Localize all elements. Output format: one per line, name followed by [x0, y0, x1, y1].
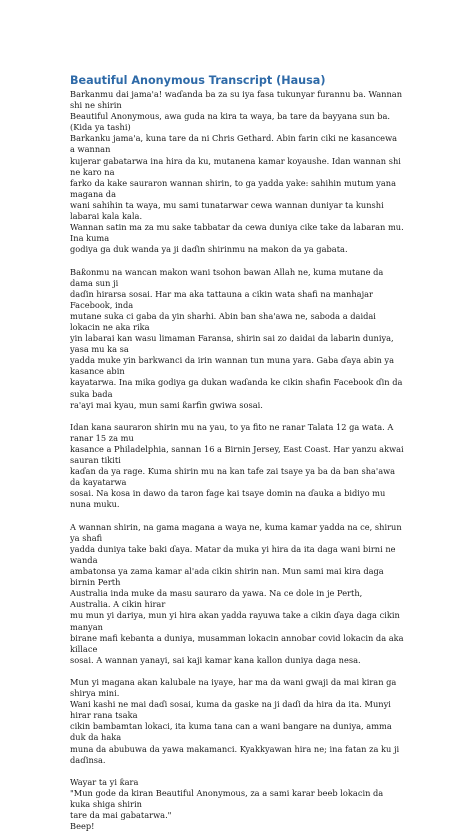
paragraph-phone-ring: Wayar ta yi ƙara "Mun gode da kiran Beautiful Anonymous, za a sami karar beeb lokacin da kuka shiga shirin tare da mai gabatarwa." Beep! — [70, 776, 384, 832]
document-title: Beautiful Anonymous Transcript (Hausa) — [70, 74, 326, 87]
paragraph-conversation: Mun yi magana akan kalubale na iyaye, har ma da wani gwaji da mai kiran ga shirya mini. Wani kashi ne mai daɗi sosai, kuma da gaske na ji daɗi da hira da ita. Munyi hirar rana tsaka cikin bambamtan lokaci, ita kuma tana can a wani bangare na duniya, amma duk da haka muna da abubuwa da yawa makamanci. Kyakkyawan hira ne; ina fatan za ku ji daɗinsa. — [70, 676, 400, 765]
paragraph-guest: Baƙonmu na wancan makon wani tsohon bawan Allah ne, kuma mutane da dama sun ji daɗin hirarsa sosai. Har ma aka tattauna a cikin wata shafi na manhajar Facebook, inda mutane suka ci gaba da yin sharhi. Abin ban sha'awa ne, saboda a daidai lokacin ne aka rika yin labarai kan wasu limaman Faransa, shirin sai zo daidai da labarin duniya, yasa mu ka sa yadda muke yin barkwanci da irin wannan tun muna yara. Gaba ɗaya abin ya kasance abin kayatarwa. Ina mika godiya ga dukan waɗanda ke cikin shafin Facebook ɗin da suka bada ra'ayi mai kyau, mun sami ƙarfin gwiwa sosai. — [70, 266, 403, 410]
paragraph-intro: Barkanmu dai jama'a! waɗanda ba za su iya fasa tukunyar furannu ba. Wannan shi ne shirin Beautiful Anonymous, awa guda na kira ta waya, ba tare da bayyana sun ba. (Kida ya tashi) Barkanku jama'a, kuna tare da ni Chris Gethard. Abin farin ciki ne kasancewa a wannan kujerar gabatarwa ina hira da ku, mutanena kamar koyaushe. Idan wannan shi ne karo na farko da kake sauraron wannan shirin, to ga yadda yake: sahihin mutum yana magana da wani sahihin ta waya, mu sami tunatarwar cewa wannan duniyar ta kunshi labarai kala kala. Wannan satin ma za mu sake tabbatar da cewa duniya cike take da labaran mu. Ina kuma godiya ga duk wanda ya ji daɗin shirinmu na makon da ya gabata. — [70, 89, 404, 255]
paragraph-tour: Idan kana sauraron shirin mu na yau, to ya fito ne ranar Talata 12 ga wata. A ranar 15 za mu kasance a Philadelphia, sannan 16 a Birnin Jersey, East Coast. Har yanzu akwai sauran tikiti kaɗan da ya rage. Kuma shirin mu na kan tafe zai tsaye ya ba da ban sha'awa da kayatarwa sosai. Na kosa in dawo da taron fage kai tsaye domin na ɗauka a bidiyo mu nuna muku. — [70, 421, 404, 510]
paragraph-caller: A wannan shirin, na gama magana a waya ne, kuma kamar yadda na ce, shirun ya shafi yadda duniya take baki ɗaya. Matar da muka yi hira da ita daga wani birni ne wanda ambatonsa ya zama kamar al'ada cikin shirin nan. Mun sami mai kira daga birnin Perth Australia inda muke da masu sauraro da yawa. Na ce dole in je Perth, Australia. A cikin hirar mu mun yi dariya, mun yi hira akan yadda rayuwa take a cikin ɗaya daga cikin manyan birane mafi kebanta a duniya, musamman lokacin annobar covid lokacin da aka killace sosai. A wannan yanayi, sai kaji kamar kana kallon duniya daga nesa. — [70, 521, 404, 665]
